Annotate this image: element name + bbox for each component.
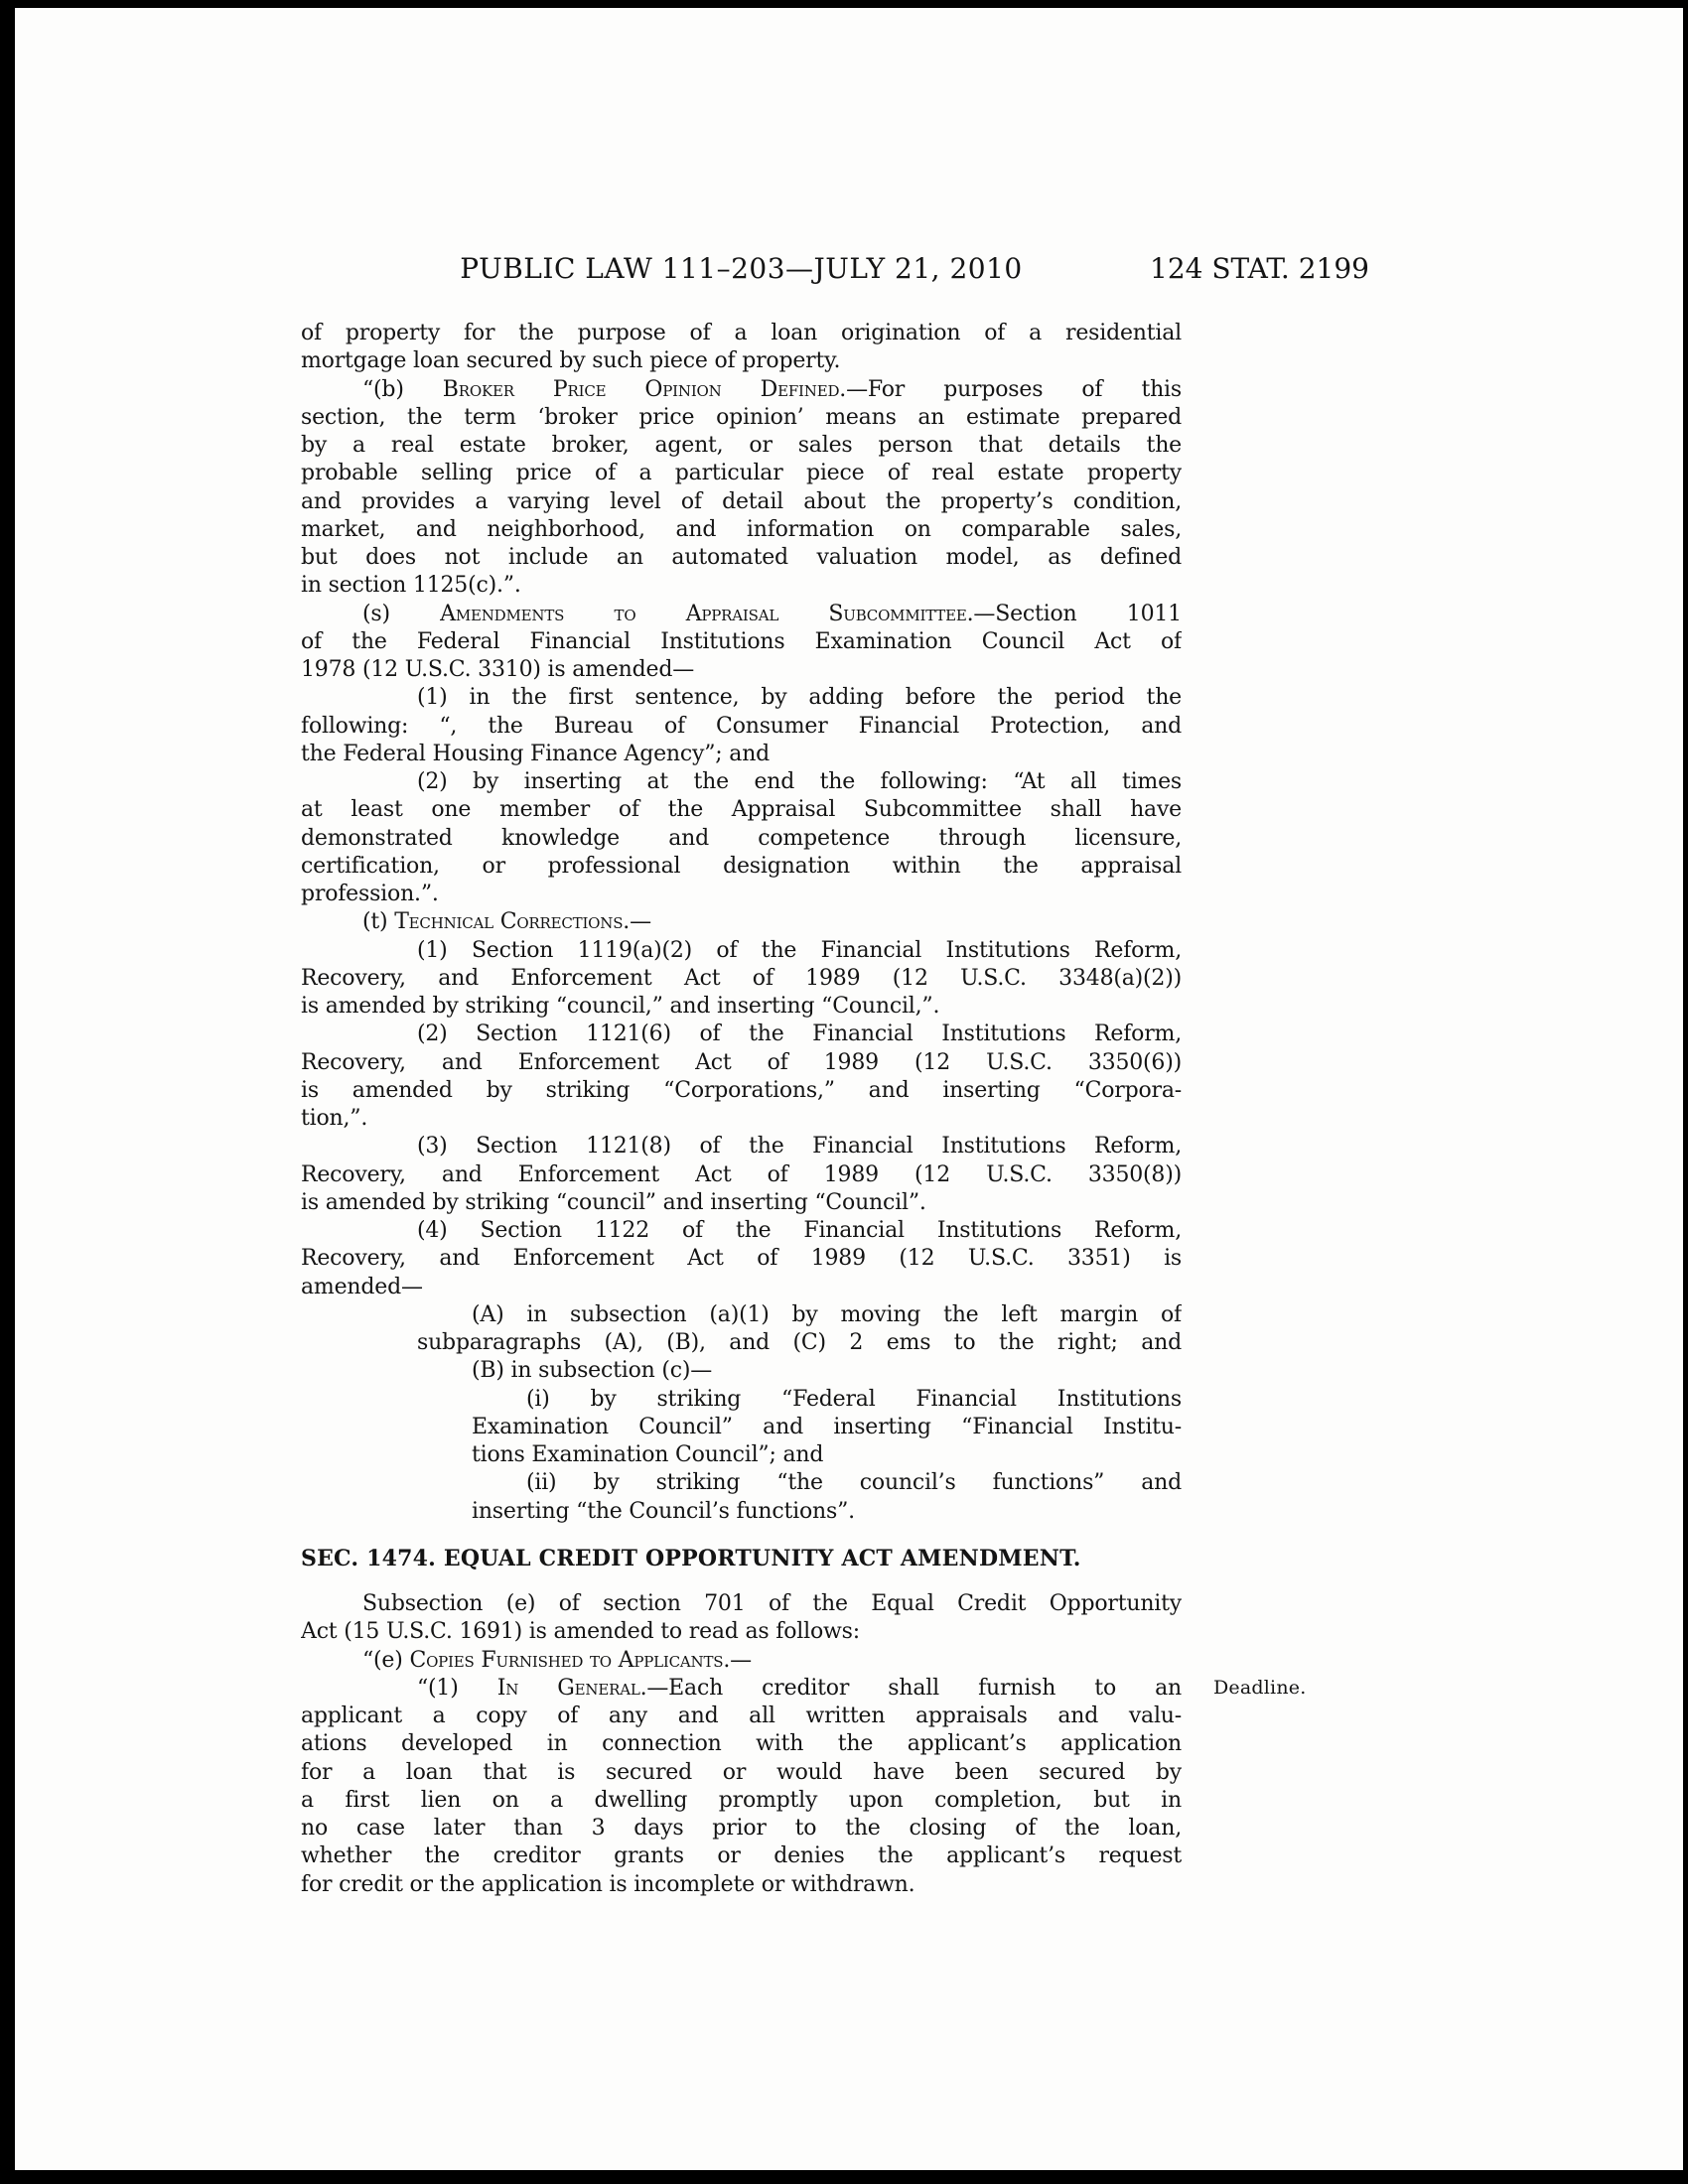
- body-line: following: “, the Bureau of Consumer Financial Protection, and: [301, 713, 1182, 739]
- body-line: Recovery, and Enforcement Act of 1989 (12 U.S.C. 3348(a)(2)): [301, 965, 1182, 991]
- small-caps-run: Technical Corrections: [394, 909, 624, 935]
- body-line: “(b) Broker Price Opinion Defined.—For purposes of this: [362, 376, 1182, 402]
- body-line: is amended by striking “council” and inserting “Council”.: [301, 1189, 926, 1215]
- body-line: Act (15 U.S.C. 1691) is amended to read as follows:: [301, 1619, 860, 1645]
- body-line: and provides a varying level of detail about the property’s condition,: [301, 488, 1182, 514]
- body-line: (ii) by striking “the council’s functions” and: [526, 1470, 1182, 1496]
- body-line: applicant a copy of any and all written appraisals and valu-: [301, 1704, 1182, 1728]
- scan-edge-top: [0, 0, 1688, 8]
- body-line: subparagraphs (A), (B), and (C) 2 ems to the right; and: [417, 1330, 1182, 1355]
- body-line: tion,”.: [301, 1106, 368, 1131]
- body-line: (t) Technical Corrections.—: [362, 909, 651, 935]
- body-line: (i) by striking “Federal Financial Institutions: [526, 1386, 1182, 1412]
- body-line: Recovery, and Enforcement Act of 1989 (12 U.S.C. 3350(6)): [301, 1049, 1182, 1075]
- body-line: whether the creditor grants or denies the applicant’s request: [301, 1843, 1182, 1869]
- body-line: Recovery, and Enforcement Act of 1989 (12 U.S.C. 3351) is: [301, 1246, 1182, 1272]
- body-line: at least one member of the Appraisal Subcommittee shall have: [301, 797, 1182, 823]
- body-line: ations developed in connection with the applicant’s application: [301, 1731, 1182, 1757]
- section-heading: SEC. 1474. EQUAL CREDIT OPPORTUNITY ACT AMENDMENT.: [301, 1545, 1081, 1571]
- body-line: inserting “the Council’s functions”.: [472, 1498, 855, 1524]
- body-line: certification, or professional designation within the appraisal: [301, 853, 1182, 879]
- body-line: tions Examination Council”; and: [472, 1442, 824, 1467]
- statute-page-number: 124 STAT. 2199: [1150, 252, 1369, 285]
- body-line: profession.”.: [301, 882, 439, 906]
- margin-note-deadline: Deadline.: [1213, 1677, 1307, 1699]
- body-line: is amended by striking “council,” and inserting “Council,”.: [301, 994, 940, 1019]
- body-line: 1978 (12 U.S.C. 3310) is amended—: [301, 657, 695, 682]
- body-line: no case later than 3 days prior to the closing of the loan,: [301, 1816, 1182, 1841]
- body-line: “(e) Copies Furnished to Applicants.—: [362, 1647, 752, 1673]
- body-line: of the Federal Financial Institutions Examination Council Act of: [301, 628, 1182, 654]
- scan-edge-bottom: [0, 2170, 1688, 2184]
- body-text: [301, 320, 1182, 1899]
- body-line: market, and neighborhood, and information on comparable sales,: [301, 516, 1182, 542]
- small-caps-run: Amendments to Appraisal Subcommittee: [440, 601, 967, 626]
- body-line: “(1) In General.—Each creditor shall furnish to an: [417, 1675, 1182, 1701]
- body-line: Examination Council” and inserting “Financial Institu-: [472, 1414, 1182, 1439]
- body-line: by a real estate broker, agent, or sales person that details the: [301, 433, 1182, 458]
- body-line: (4) Section 1122 of the Financial Institutions Reform,: [417, 1218, 1182, 1243]
- body-line: demonstrated knowledge and competence through licensure,: [301, 825, 1182, 851]
- body-line: (B) in subsection (c)—: [472, 1358, 713, 1384]
- body-line: a first lien on a dwelling promptly upon completion, but in: [301, 1787, 1182, 1813]
- body-line: Subsection (e) of section 701 of the Equal Credit Opportunity: [362, 1591, 1182, 1616]
- scan-edge-left: [0, 0, 15, 2184]
- body-line: (1) Section 1119(a)(2) of the Financial Institutions Reform,: [417, 937, 1182, 963]
- body-line: (2) by inserting at the end the following: “At all times: [417, 769, 1182, 794]
- body-line: section, the term ‘broker price opinion’ means an estimate prepared: [301, 404, 1182, 430]
- body-line: for credit or the application is incomplete or withdrawn.: [301, 1871, 915, 1897]
- body-line: (3) Section 1121(8) of the Financial Institutions Reform,: [417, 1134, 1182, 1160]
- running-header-title: PUBLIC LAW 111–203—JULY 21, 2010: [460, 252, 1023, 285]
- body-line: (1) in the first sentence, by adding before the period the: [417, 685, 1182, 711]
- scan-edge-right: [1683, 0, 1688, 2184]
- small-caps-run: Broker Price Opinion Defined: [442, 376, 840, 402]
- body-line: of property for the purpose of a loan origination of a residential: [301, 321, 1182, 345]
- body-line: Recovery, and Enforcement Act of 1989 (12 U.S.C. 3350(8)): [301, 1161, 1182, 1187]
- body-line: mortgage loan secured by such piece of property.: [301, 348, 841, 374]
- body-line: amended—: [301, 1274, 423, 1299]
- body-line: (2) Section 1121(6) of the Financial Institutions Reform,: [417, 1022, 1182, 1047]
- body-line: but does not include an automated valuation model, as defined: [301, 545, 1182, 570]
- small-caps-run: In General: [496, 1675, 640, 1701]
- small-caps-run: Copies Furnished to Applicants: [409, 1647, 724, 1673]
- body-line: in section 1125(c).”.: [301, 573, 521, 599]
- body-line: (s) Amendments to Appraisal Subcommittee.—Section 1011: [362, 601, 1182, 626]
- body-line: for a loan that is secured or would have been secured by: [301, 1759, 1182, 1785]
- body-line: the Federal Housing Finance Agency”; and: [301, 741, 771, 766]
- body-line: is amended by striking “Corporations,” and inserting “Corpora-: [301, 1077, 1182, 1103]
- body-line: probable selling price of a particular piece of real estate property: [301, 461, 1182, 486]
- body-line: (A) in subsection (a)(1) by moving the left margin of: [472, 1301, 1182, 1327]
